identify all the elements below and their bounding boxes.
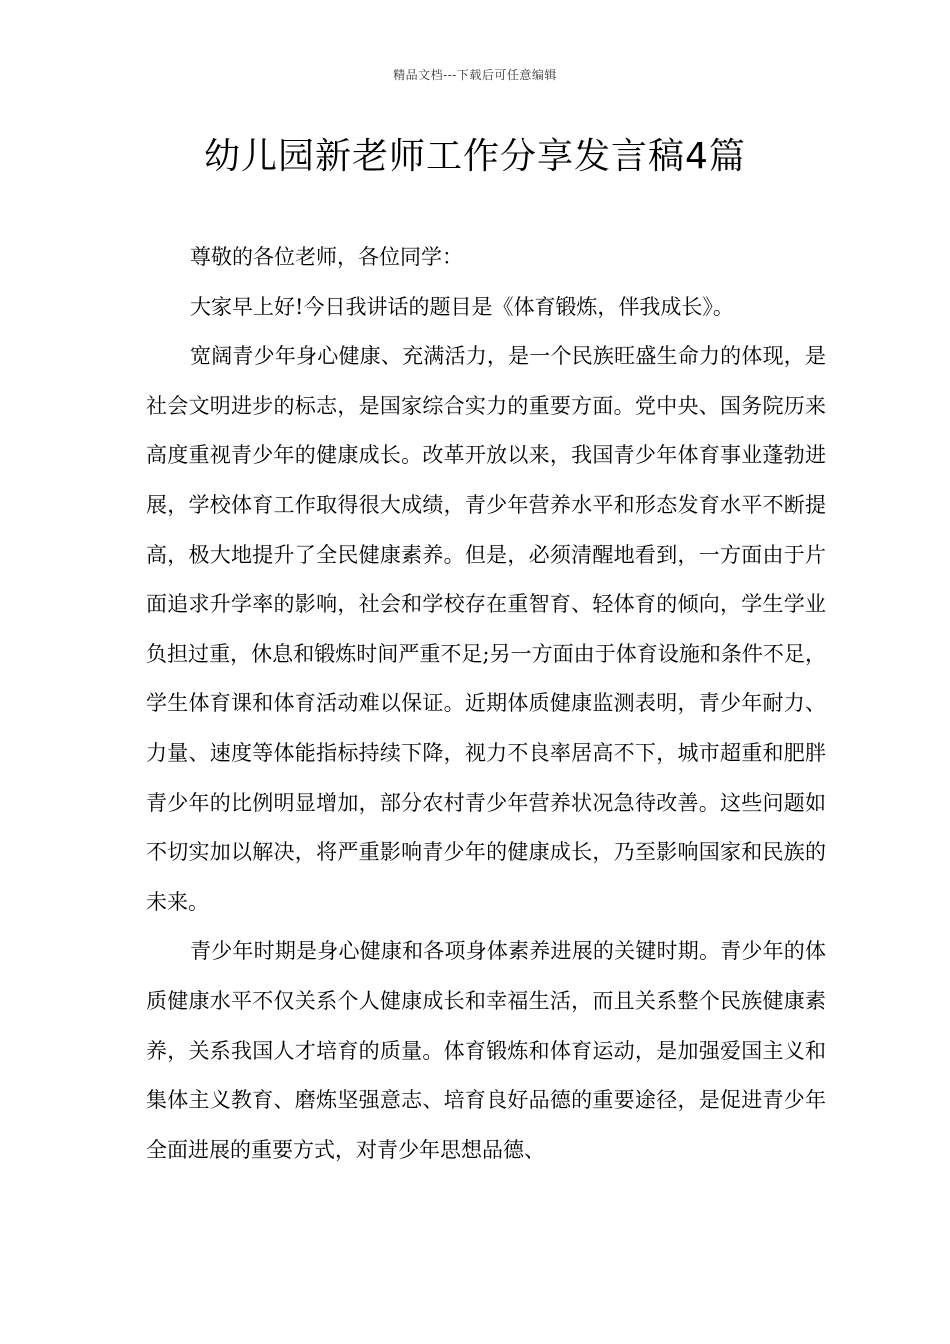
body-paragraph: 青少年时期是身心健康和各项身体素养进展的关键时期。青少年的体质健康水平不仅关系个人健康成长和幸福生活，而且关系整个民族健康素养，关系我国人才培育的质量。体育锻炼和体育运动，是加强爱国主义和集体主义教育、磨炼坚强意志、培育良好品德的重要途径，是促进青少年全面进展的重要方式，对青少年思想品德、 [146,939,826,1162]
document-body [146,233,826,1175]
greeting-paragraph: 大家早上好!今日我讲话的题目是《体育锻炼，伴我成长》。 [190,294,734,319]
salutation: 尊敬的各位老师，各位同学： [190,245,463,269]
document-title: 幼儿园新老师工作分享发言稿4篇 [204,136,746,177]
body-paragraph: 宽阔青少年身心健康、充满活力，是一个民族旺盛生命力的体现，是社会文明进步的标志，是国家综合实力的重要方面。党中央、国务院历来高度重视青少年的健康成长。改革开放以来，我国青少年体育事业蓬勃进展，学校体育工作取得很大成绩，青少年营养水平和形态发育水平不断提高，极大地提升了全民健康素养。但是，必须清醒地看到，一方面由于片面追求升学率的影响，社会和学校存在重智育、轻体育的倾向，学生学业负担过重，休息和锻炼时间严重不足;另一方面由于体育设施和条件不足，学生体育课和体育活动难以保证。近期体质健康监测表明，青少年耐力、力量、速度等体能指标持续下降，视力不良率居高不下，城市超重和肥胖青少年的比例明显增加，部分农村青少年营养状况急待改善。这些问题如不切实加以解决，将严重影响青少年的健康成长，乃至影响国家和民族的未来。 [146,344,826,914]
header-note: 精品文档---下载后可任意编辑 [393,68,557,82]
